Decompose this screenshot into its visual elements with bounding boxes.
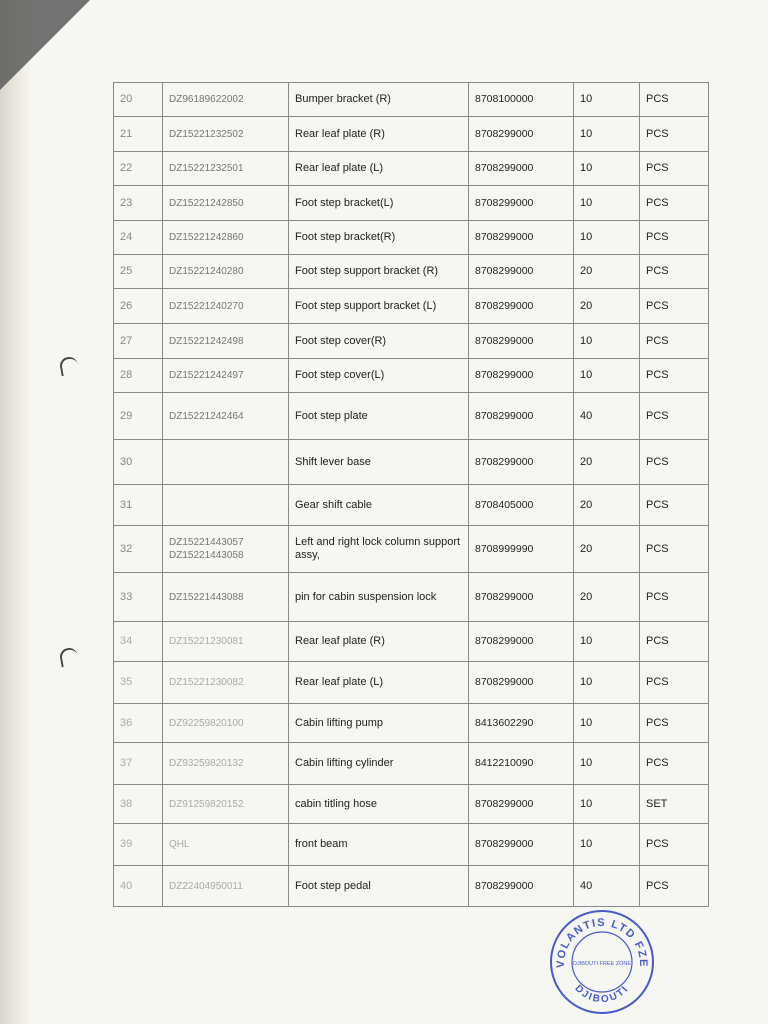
quantity-cell: 10	[574, 324, 640, 359]
quantity-cell: 40	[574, 866, 640, 907]
table-row	[114, 824, 709, 866]
unit-cell: PCS	[640, 152, 709, 186]
hs-code-cell: 8708999990	[469, 526, 574, 573]
part-number-cell: DZ92259820100	[163, 704, 289, 743]
part-number-cell: DZ15221242497	[163, 359, 289, 393]
part-number-cell: DZ15221240280	[163, 255, 289, 289]
row-number-cell: 21	[114, 117, 163, 152]
hs-code-cell: 8413602290	[469, 704, 574, 743]
table-row	[114, 866, 709, 907]
hs-code-cell: 8708100000	[469, 83, 574, 117]
table-row	[114, 117, 709, 152]
quantity-cell: 10	[574, 704, 640, 743]
folded-corner	[0, 0, 90, 90]
part-number-cell: DZ15221242860	[163, 221, 289, 255]
unit-cell: PCS	[640, 440, 709, 485]
part-number-cell: DZ15221230081	[163, 622, 289, 662]
part-number-cell: QHL	[163, 824, 289, 866]
row-number-cell: 24	[114, 221, 163, 255]
quantity-cell: 20	[574, 485, 640, 526]
row-number-cell: 40	[114, 866, 163, 907]
hs-code-cell: 8708299000	[469, 255, 574, 289]
description-cell: Cabin lifting pump	[289, 704, 469, 743]
part-number-cell: DZ15221443088	[163, 573, 289, 622]
hs-code-cell: 8708299000	[469, 573, 574, 622]
part-number-cell	[163, 485, 289, 526]
hs-code-cell: 8708405000	[469, 485, 574, 526]
hs-code-cell: 8708299000	[469, 662, 574, 704]
table-row	[114, 255, 709, 289]
row-number-cell: 28	[114, 359, 163, 393]
unit-cell: PCS	[640, 324, 709, 359]
description-cell: Bumper bracket (R)	[289, 83, 469, 117]
quantity-cell: 10	[574, 743, 640, 785]
quantity-cell: 10	[574, 117, 640, 152]
stamp-top-text: VOLANTIS LTD FZE	[554, 916, 650, 969]
table-row	[114, 785, 709, 824]
table-row	[114, 526, 709, 573]
table-row	[114, 440, 709, 485]
quantity-cell: 10	[574, 221, 640, 255]
quantity-cell: 40	[574, 393, 640, 440]
row-number-cell: 27	[114, 324, 163, 359]
description-cell: Foot step bracket(R)	[289, 221, 469, 255]
row-number-cell: 22	[114, 152, 163, 186]
part-number-cell: DZ15221443057 DZ15221443058	[163, 526, 289, 573]
quantity-cell: 20	[574, 255, 640, 289]
part-number-cell: DZ22404950011	[163, 866, 289, 907]
row-number-cell: 38	[114, 785, 163, 824]
description-cell: Shift lever base	[289, 440, 469, 485]
hs-code-cell: 8708299000	[469, 622, 574, 662]
part-number-cell: DZ15221242850	[163, 186, 289, 221]
hs-code-cell: 8708299000	[469, 152, 574, 186]
unit-cell: PCS	[640, 662, 709, 704]
description-cell: front beam	[289, 824, 469, 866]
hs-code-cell: 8708299000	[469, 324, 574, 359]
part-number-cell: DZ15221232502	[163, 117, 289, 152]
quantity-cell: 10	[574, 785, 640, 824]
punch-hole-bottom	[59, 647, 80, 668]
stamp-middle-text: DJIBOUTI FREE ZONE	[572, 961, 632, 967]
row-number-cell: 32	[114, 526, 163, 573]
hs-code-cell: 8708299000	[469, 221, 574, 255]
unit-cell: PCS	[640, 359, 709, 393]
unit-cell: PCS	[640, 393, 709, 440]
table-row	[114, 289, 709, 324]
row-number-cell: 33	[114, 573, 163, 622]
part-number-cell: DZ15221242498	[163, 324, 289, 359]
hs-code-cell: 8708299000	[469, 359, 574, 393]
quantity-cell: 20	[574, 440, 640, 485]
table-row	[114, 393, 709, 440]
quantity-cell: 10	[574, 186, 640, 221]
unit-cell: PCS	[640, 704, 709, 743]
description-cell: Foot step support bracket (L)	[289, 289, 469, 324]
quantity-cell: 10	[574, 152, 640, 186]
row-number-cell: 39	[114, 824, 163, 866]
unit-cell: PCS	[640, 221, 709, 255]
description-cell: Gear shift cable	[289, 485, 469, 526]
description-cell: Foot step bracket(L)	[289, 186, 469, 221]
description-cell: Foot step pedal	[289, 866, 469, 907]
description-cell: Rear leaf plate (R)	[289, 117, 469, 152]
punch-hole-top	[59, 356, 80, 377]
row-number-cell: 23	[114, 186, 163, 221]
row-number-cell: 29	[114, 393, 163, 440]
description-cell: Foot step cover(R)	[289, 324, 469, 359]
row-number-cell: 34	[114, 622, 163, 662]
stamp-bottom-text: DJIBOUTI	[572, 983, 632, 1006]
table-row	[114, 573, 709, 622]
row-number-cell: 37	[114, 743, 163, 785]
quantity-cell: 10	[574, 359, 640, 393]
part-number-cell: DZ15221242464	[163, 393, 289, 440]
part-number-cell: DZ15221232501	[163, 152, 289, 186]
parts-table-body	[114, 83, 709, 907]
table-row	[114, 743, 709, 785]
table-row	[114, 152, 709, 186]
unit-cell: PCS	[640, 743, 709, 785]
unit-cell: PCS	[640, 824, 709, 866]
description-cell: Foot step plate	[289, 393, 469, 440]
quantity-cell: 20	[574, 573, 640, 622]
unit-cell: PCS	[640, 622, 709, 662]
table-row	[114, 324, 709, 359]
hs-code-cell: 8708299000	[469, 186, 574, 221]
hs-code-cell: 8708299000	[469, 866, 574, 907]
part-number-cell: DZ93259820132	[163, 743, 289, 785]
hs-code-cell: 8708299000	[469, 117, 574, 152]
svg-text:DJIBOUTI	[573, 983, 632, 1005]
table-row	[114, 83, 709, 117]
row-number-cell: 20	[114, 83, 163, 117]
hs-code-cell: 8708299000	[469, 785, 574, 824]
row-number-cell: 26	[114, 289, 163, 324]
unit-cell: PCS	[640, 117, 709, 152]
quantity-cell: 20	[574, 289, 640, 324]
description-cell: Rear leaf plate (R)	[289, 622, 469, 662]
table-row	[114, 186, 709, 221]
table-row	[114, 662, 709, 704]
hs-code-cell: 8708299000	[469, 440, 574, 485]
table-row	[114, 359, 709, 393]
company-stamp	[548, 908, 656, 1016]
quantity-cell: 10	[574, 662, 640, 704]
unit-cell: PCS	[640, 289, 709, 324]
description-cell: Foot step support bracket (R)	[289, 255, 469, 289]
unit-cell: PCS	[640, 866, 709, 907]
part-number-cell: DZ15221240270	[163, 289, 289, 324]
part-number-cell: DZ96189622002	[163, 83, 289, 117]
part-number-cell	[163, 440, 289, 485]
table-row	[114, 622, 709, 662]
description-cell: Rear leaf plate (L)	[289, 662, 469, 704]
hs-code-cell: 8708299000	[469, 393, 574, 440]
description-cell: Cabin lifting cylinder	[289, 743, 469, 785]
unit-cell: SET	[640, 785, 709, 824]
description-cell: Rear leaf plate (L)	[289, 152, 469, 186]
unit-cell: PCS	[640, 83, 709, 117]
description-cell: Left and right lock column support assy,	[289, 526, 469, 573]
description-cell: cabin titling hose	[289, 785, 469, 824]
table-row	[114, 485, 709, 526]
unit-cell: PCS	[640, 485, 709, 526]
quantity-cell: 10	[574, 622, 640, 662]
hs-code-cell: 8708299000	[469, 289, 574, 324]
unit-cell: PCS	[640, 186, 709, 221]
row-number-cell: 31	[114, 485, 163, 526]
unit-cell: PCS	[640, 255, 709, 289]
part-number-cell: DZ91259820152	[163, 785, 289, 824]
quantity-cell: 10	[574, 824, 640, 866]
table-row	[114, 704, 709, 743]
parts-table	[113, 82, 709, 907]
row-number-cell: 36	[114, 704, 163, 743]
quantity-cell: 10	[574, 83, 640, 117]
hs-code-cell: 8412210090	[469, 743, 574, 785]
description-cell: pin for cabin suspension lock	[289, 573, 469, 622]
row-number-cell: 25	[114, 255, 163, 289]
page-left-edge	[0, 0, 32, 1024]
unit-cell: PCS	[640, 573, 709, 622]
description-cell: Foot step cover(L)	[289, 359, 469, 393]
table-row	[114, 221, 709, 255]
unit-cell: PCS	[640, 526, 709, 573]
row-number-cell: 35	[114, 662, 163, 704]
quantity-cell: 20	[574, 526, 640, 573]
row-number-cell: 30	[114, 440, 163, 485]
hs-code-cell: 8708299000	[469, 824, 574, 866]
part-number-cell: DZ15221230082	[163, 662, 289, 704]
